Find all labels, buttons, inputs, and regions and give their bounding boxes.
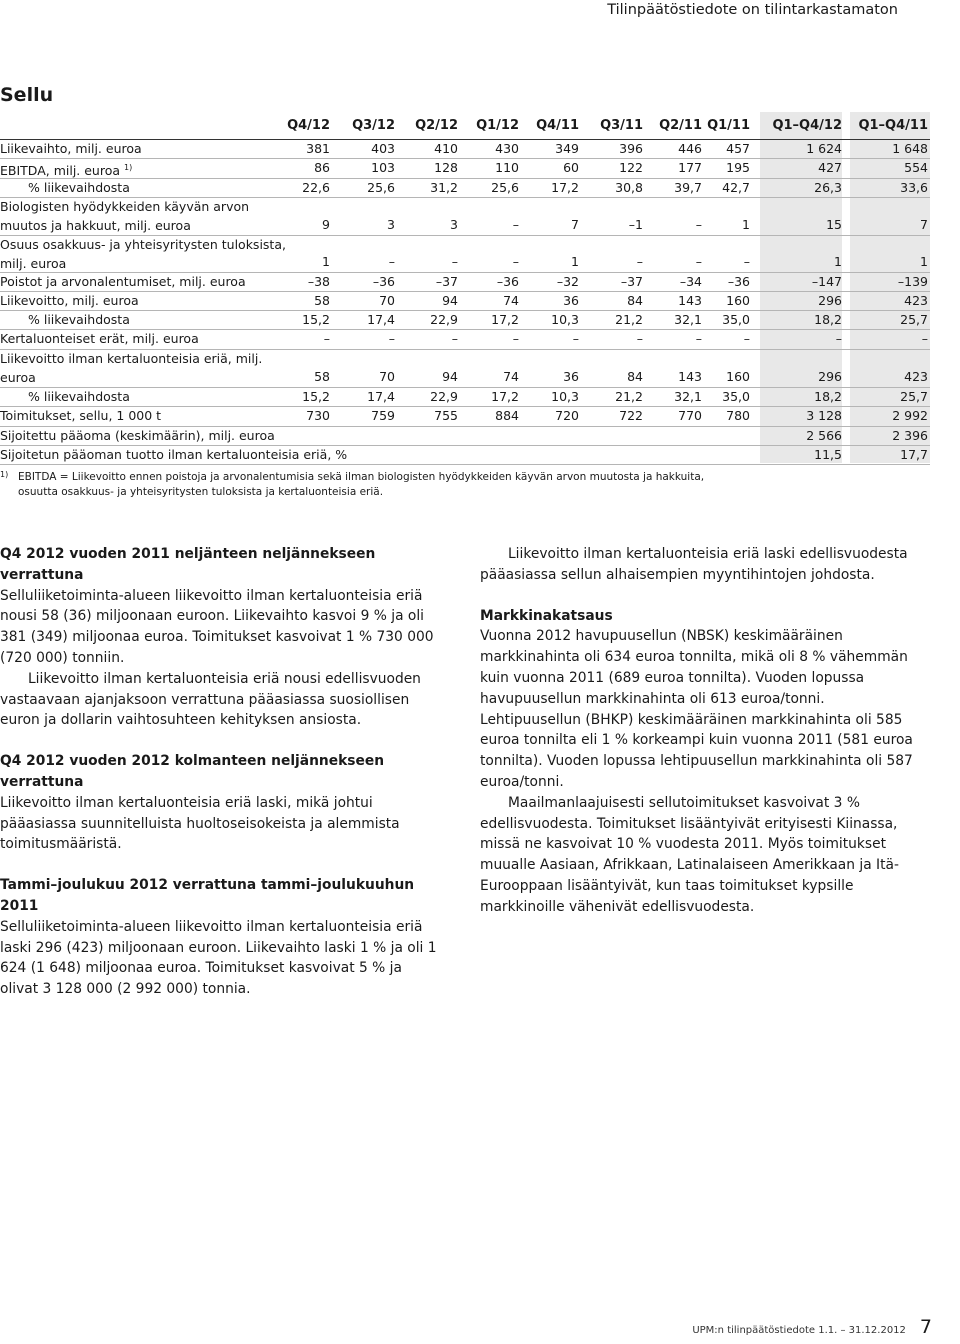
cell-q2-11: 39,7: [674, 180, 702, 195]
cell-q4-11: –: [572, 331, 579, 346]
cell-q3-11: 21,2: [615, 389, 643, 404]
cell-q3-11: 84: [627, 293, 643, 308]
cell-q2-12: 755: [434, 408, 458, 423]
row-label: % liikevaihdosta: [28, 312, 130, 327]
cell-fy11: 2 992: [892, 408, 928, 423]
row-label: Liikevaihto, milj. euroa: [0, 141, 142, 156]
row-label-continued: milj. euroa: [0, 256, 67, 271]
document-header: Tilinpäätöstiedote on tilintarkastamaton: [607, 2, 898, 18]
col-head-q1-12: Q1/12: [476, 118, 519, 133]
cell-q1-11: 42,7: [722, 180, 750, 195]
cell-q3-11: 30,8: [615, 180, 643, 195]
cell-q4-11: 17,2: [551, 180, 579, 195]
section-title: Sellu: [0, 84, 54, 106]
cell-q3-12: –: [388, 331, 395, 346]
col-head-q4-12: Q4/12: [287, 118, 330, 133]
cell-fy12: 427: [818, 160, 842, 175]
page-number: 7: [919, 1316, 932, 1338]
col-head-q1-11: Q1/11: [707, 118, 750, 133]
cell-q3-12: 17,4: [367, 312, 395, 327]
cell-q1-11: –: [743, 254, 750, 269]
cell-q1-11: 35,0: [722, 389, 750, 404]
col-head-fy12: Q1–Q4/12: [772, 118, 842, 133]
row-label: EBITDA, milj. euroa $^{1)}$: [0, 163, 133, 179]
cell-q2-12: –: [451, 331, 458, 346]
cell-q2-11: –: [695, 254, 702, 269]
cell-q1-11: 35,0: [722, 312, 750, 327]
cell-fy12: 3 128: [806, 408, 842, 423]
cell-q3-11: 84: [627, 369, 643, 384]
cell-fy11: 1: [920, 254, 928, 269]
cell-fy12: 296: [818, 369, 842, 384]
cell-fy12: 296: [818, 293, 842, 308]
row-label: % liikevaihdosta: [28, 389, 130, 404]
row-label: Liikevoitto ilman kertaluonteisia eriä, milj.: [0, 351, 263, 366]
cell-q1-11: 160: [726, 293, 750, 308]
cell-fy12: 11,5: [814, 447, 842, 462]
cell-q1-12: –36: [496, 274, 519, 289]
row-separator: [0, 291, 930, 292]
row-separator: [0, 387, 930, 388]
col-head-fy11: Q1–Q4/11: [858, 118, 928, 133]
cell-q4-11: 10,3: [551, 312, 579, 327]
cell-fy12: 18,2: [814, 312, 842, 327]
cell-q1-11: 160: [726, 369, 750, 384]
cell-q2-11: 143: [678, 293, 702, 308]
cell-q3-11: 21,2: [615, 312, 643, 327]
cell-q2-12: 128: [434, 160, 458, 175]
col-head-q3-12: Q3/12: [352, 118, 395, 133]
cell-fy12: 18,2: [814, 389, 842, 404]
cell-q4-12: 58: [314, 369, 330, 384]
cell-q1-12: 25,6: [491, 180, 519, 195]
cell-q1-12: 884: [495, 408, 519, 423]
cell-q4-12: 22,6: [302, 180, 330, 195]
cell-q1-12: 17,2: [491, 389, 519, 404]
cell-q2-12: 22,9: [430, 312, 458, 327]
cell-q1-11: –: [743, 331, 750, 346]
row-separator: [0, 158, 930, 159]
cell-q2-11: –34: [679, 274, 702, 289]
cell-q1-12: –: [512, 254, 519, 269]
cell-fy12: –147: [811, 274, 842, 289]
row-label: Sijoitetun pääoman tuotto ilman kertaluonteisia eriä, %: [0, 447, 348, 462]
left-paragraph-2: Liikevoitto ilman kertaluonteisia eriä nousi edellisvuoden vastaavaan ajanjaksoon verrattuna pääasiassa suosiollisen euron ja dollarin vaihtosuhteen kehityksen ansiosta.: [0, 670, 421, 729]
cell-q4-12: 58: [314, 293, 330, 308]
cell-q1-11: 1: [742, 217, 750, 232]
cell-q3-11: 396: [619, 141, 643, 156]
footer-text: UPM:n tilinpäätöstiedote 1.1. – 31.12.2012: [692, 1325, 906, 1336]
right-paragraph-2: Vuonna 2012 havupuusellun (NBSK) keskimääräinen markkinahinta oli 634 euroa tonnilta, mikä oli 8 % vähemmän kuin vuonna 2011 (689 euroa tonnilta). Vuoden lopussa havupuusellun markkinahinta oli 613 euroa/tonni. Lehtipuusellun (BHKP) keskimääräinen markkinahinta oli 585 euroa tonnilta eli 1 % korkeampi kuin vuonna 2011 (581 euroa tonnilta). Vuoden lopussa lehtipuusellun markkinahinta oli 587 euroa/tonni.: [480, 628, 913, 790]
cell-q1-11: –36: [727, 274, 750, 289]
cell-fy11: 423: [904, 293, 928, 308]
cell-q1-11: 457: [726, 141, 750, 156]
right-paragraph-1: Liikevoitto ilman kertaluonteisia eriä laski edellisvuodesta pääasiassa sellun alhaisempien myyntihintojen johdosta.: [480, 546, 908, 583]
cell-q2-11: 143: [678, 369, 702, 384]
cell-fy11: 25,7: [900, 312, 928, 327]
cell-fy12: –: [835, 331, 842, 346]
cell-fy11: 1 648: [892, 141, 928, 156]
row-separator: [0, 445, 930, 446]
cell-q1-12: –: [512, 331, 519, 346]
cell-q3-12: –: [388, 254, 395, 269]
cell-q3-11: –1: [628, 217, 643, 232]
cell-q4-11: –32: [556, 274, 579, 289]
col-head-q3-11: Q3/11: [600, 118, 643, 133]
cell-q3-12: 3: [387, 217, 395, 232]
row-label: Toimitukset, sellu, 1 000 t: [0, 408, 162, 423]
left-paragraph-4: Selluliiketoiminta-alueen liikevoitto ilman kertaluonteisia eriä laski 296 (423) miljoonaan euroon. Liikevaihto laski 1 % ja oli 1 624 (1 648) miljoonaa euroa. Toimitukset kasvoivat 5 % ja olivat 3 128 000 (2 992 000) tonnia.: [0, 918, 437, 998]
cell-q3-12: 70: [379, 293, 395, 308]
cell-q4-12: 15,2: [302, 389, 330, 404]
cell-q1-12: 17,2: [491, 312, 519, 327]
left-paragraph-1: Selluliiketoiminta-alueen liikevoitto ilman kertaluonteisia eriä nousi 58 (36) miljoonaan euroon. Liikevaihto kasvoi 9 % ja oli 381 (349) miljoonaa euroa. Toimitukset kasvoivat 1 % 730 000 (720 000) tonniin.: [0, 587, 434, 666]
row-separator: [0, 329, 930, 330]
cell-q4-11: 1: [571, 254, 579, 269]
cell-q2-11: 177: [678, 160, 702, 175]
footnote: [0, 470, 720, 500]
cell-fy11: 7: [920, 217, 928, 232]
cell-q2-12: –: [451, 254, 458, 269]
cell-fy12: 1 624: [806, 141, 842, 156]
cell-q4-12: 381: [306, 141, 330, 156]
col-head-q4-11: Q4/11: [536, 118, 579, 133]
cell-q2-11: 446: [678, 141, 702, 156]
cell-q1-12: 74: [503, 293, 519, 308]
row-label: Liikevoitto, milj. euroa: [0, 293, 139, 308]
cell-q4-12: 9: [322, 217, 330, 232]
cell-q2-11: 32,1: [674, 312, 702, 327]
left-paragraph-3: Liikevoitto ilman kertaluonteisia eriä laski, mikä johtui pääasiassa suunnitelluista huoltoseisokeista ja alemmista toimitusmääristä.: [0, 794, 400, 853]
cell-q4-12: 15,2: [302, 312, 330, 327]
cell-q3-11: 722: [619, 408, 643, 423]
cell-q4-12: 86: [314, 160, 330, 175]
cell-q3-12: 25,6: [367, 180, 395, 195]
row-separator: [0, 464, 930, 465]
cell-fy12: 15: [826, 217, 842, 232]
left-heading-3: Tammi–joulukuu 2012 verrattuna tammi–joulukuuhun 2011: [0, 877, 415, 914]
row-separator: [0, 178, 930, 179]
cell-q1-12: –: [512, 217, 519, 232]
cell-fy12: 1: [834, 254, 842, 269]
row-separator: [0, 406, 930, 407]
cell-q1-11: 780: [726, 408, 750, 423]
cell-q2-12: 31,2: [430, 180, 458, 195]
row-label-continued: muutos ja hakkuut, milj. euroa: [0, 218, 191, 233]
col-head-q2-12: Q2/12: [415, 118, 458, 133]
row-separator: [0, 426, 930, 427]
left-text-column: [0, 544, 440, 1000]
footnote-text: EBITDA = Liikevoitto ennen poistoja ja arvonalentumisia sekä ilman biologisten hyödykkeiden käyvän arvon muutosta ja hakkuita, osuutta osakkuus- ja yhteisyritysten tuloksista ja kertaluonteisia eriä.: [18, 471, 705, 498]
cell-q2-12: 94: [442, 293, 458, 308]
row-label: Sijoitettu pääoma (keskimäärin), milj. euroa: [0, 428, 275, 443]
footnote-marker: 1): [0, 470, 9, 479]
cell-q2-11: –: [695, 331, 702, 346]
cell-q3-11: –37: [620, 274, 643, 289]
col-head-q2-11: Q2/11: [659, 118, 702, 133]
cell-q3-12: 17,4: [367, 389, 395, 404]
cell-q2-12: 22,9: [430, 389, 458, 404]
cell-q4-11: 7: [571, 217, 579, 232]
row-separator: [0, 197, 930, 198]
cell-q1-12: 110: [495, 160, 519, 175]
cell-fy11: –139: [897, 274, 928, 289]
cell-q1-12: 430: [495, 141, 519, 156]
cell-fy11: 25,7: [900, 389, 928, 404]
cell-q4-12: –38: [307, 274, 330, 289]
footnote-ref: 1): [124, 163, 133, 172]
row-separator: [0, 310, 930, 311]
cell-q2-12: 3: [450, 217, 458, 232]
cell-q2-11: 770: [678, 408, 702, 423]
cell-fy11: –: [921, 331, 928, 346]
cell-q4-12: 730: [306, 408, 330, 423]
cell-q4-12: –: [323, 331, 330, 346]
left-heading-2: Q4 2012 vuoden 2012 kolmanteen neljännekseen verrattuna: [0, 753, 385, 790]
cell-q2-12: –37: [435, 274, 458, 289]
cell-fy11: 2 396: [892, 428, 928, 443]
cell-q4-11: 349: [555, 141, 579, 156]
cell-q3-12: 103: [371, 160, 395, 175]
row-label-continued: euroa: [0, 370, 36, 385]
cell-fy11: 17,7: [900, 447, 928, 462]
cell-q2-11: –: [695, 217, 702, 232]
cell-q4-12: 1: [322, 254, 330, 269]
cell-q4-11: 36: [563, 369, 579, 384]
cell-q2-11: 32,1: [674, 389, 702, 404]
row-separator: [0, 235, 930, 236]
cell-q3-11: –: [636, 254, 643, 269]
page-footer: [692, 1316, 932, 1338]
cell-fy11: 33,6: [900, 180, 928, 195]
cell-q3-11: –: [636, 331, 643, 346]
cell-q3-12: –36: [372, 274, 395, 289]
cell-q4-11: 36: [563, 293, 579, 308]
row-separator: [0, 349, 930, 350]
cell-q3-12: 70: [379, 369, 395, 384]
cell-fy12: 26,3: [814, 180, 842, 195]
right-text-column: [480, 544, 930, 918]
cell-q4-11: 10,3: [551, 389, 579, 404]
cell-q4-11: 60: [563, 160, 579, 175]
row-separator: [0, 272, 930, 273]
cell-fy11: 423: [904, 369, 928, 384]
cell-fy12: 2 566: [806, 428, 842, 443]
left-heading-1: Q4 2012 vuoden 2011 neljänteen neljännekseen verrattuna: [0, 546, 376, 583]
cell-q1-11: 195: [726, 160, 750, 175]
row-label: Osuus osakkuus- ja yhteisyritysten tuloksista,: [0, 237, 286, 252]
row-label: Kertaluonteiset erät, milj. euroa: [0, 331, 199, 346]
row-label: Biologisten hyödykkeiden käyvän arvon: [0, 199, 250, 214]
cell-fy11: 554: [904, 160, 928, 175]
cell-q3-12: 403: [371, 141, 395, 156]
cell-q1-12: 74: [503, 369, 519, 384]
cell-q4-11: 720: [555, 408, 579, 423]
cell-q2-12: 94: [442, 369, 458, 384]
right-heading-1: Markkinakatsaus: [480, 607, 613, 624]
cell-q3-11: 122: [619, 160, 643, 175]
cell-q2-12: 410: [434, 141, 458, 156]
cell-q3-12: 759: [371, 408, 395, 423]
row-label: Poistot ja arvonalentumiset, milj. euroa: [0, 274, 246, 289]
right-paragraph-3: Maailmanlaajuisesti sellutoimitukset kasvoivat 3 % edellisvuodesta. Toimitukset lisääntyivät erityisesti Kiinassa, missä ne kasvoivat 10 % vuodesta 2011. Myös toimitukset muualle Aasiaan, Afrikkaan, Latinalaiseen Amerikkaan ja Itä-Eurooppaan lisääntyivät, kun taas toimitukset kypsille markkinoille vähenivät edellisvuodesta.: [480, 794, 899, 915]
row-label: % liikevaihdosta: [28, 180, 130, 195]
